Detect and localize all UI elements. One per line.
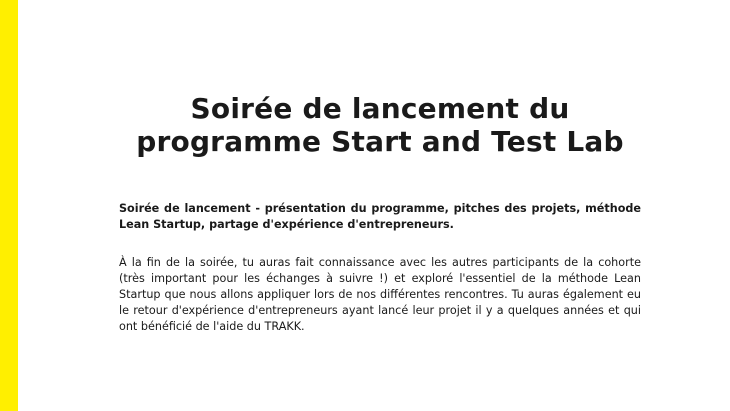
page-title: Soirée de lancement du programme Start and Test Lab [136,92,624,158]
content-area [119,92,641,335]
accent-bar [0,0,18,411]
event-summary: Soirée de lancement - présentation du programme, pitches des projets, méthode Lean Startup, partage d'expérience d'entrepreneurs. [119,202,641,231]
event-description: À la fin de la soirée, tu auras fait connaissance avec les autres participants de la cohorte (très important pour les échanges à suivre !) et exploré l'essentiel de la méthode Lean Startup que nous allons appliquer lors de nos différentes rencontres. Tu auras également eu le retour d'expérience d'entrepreneurs ayant lancé leur projet il y a quelques années et qui ont bénéficié de l'aide du TRAKK. [119,256,641,333]
